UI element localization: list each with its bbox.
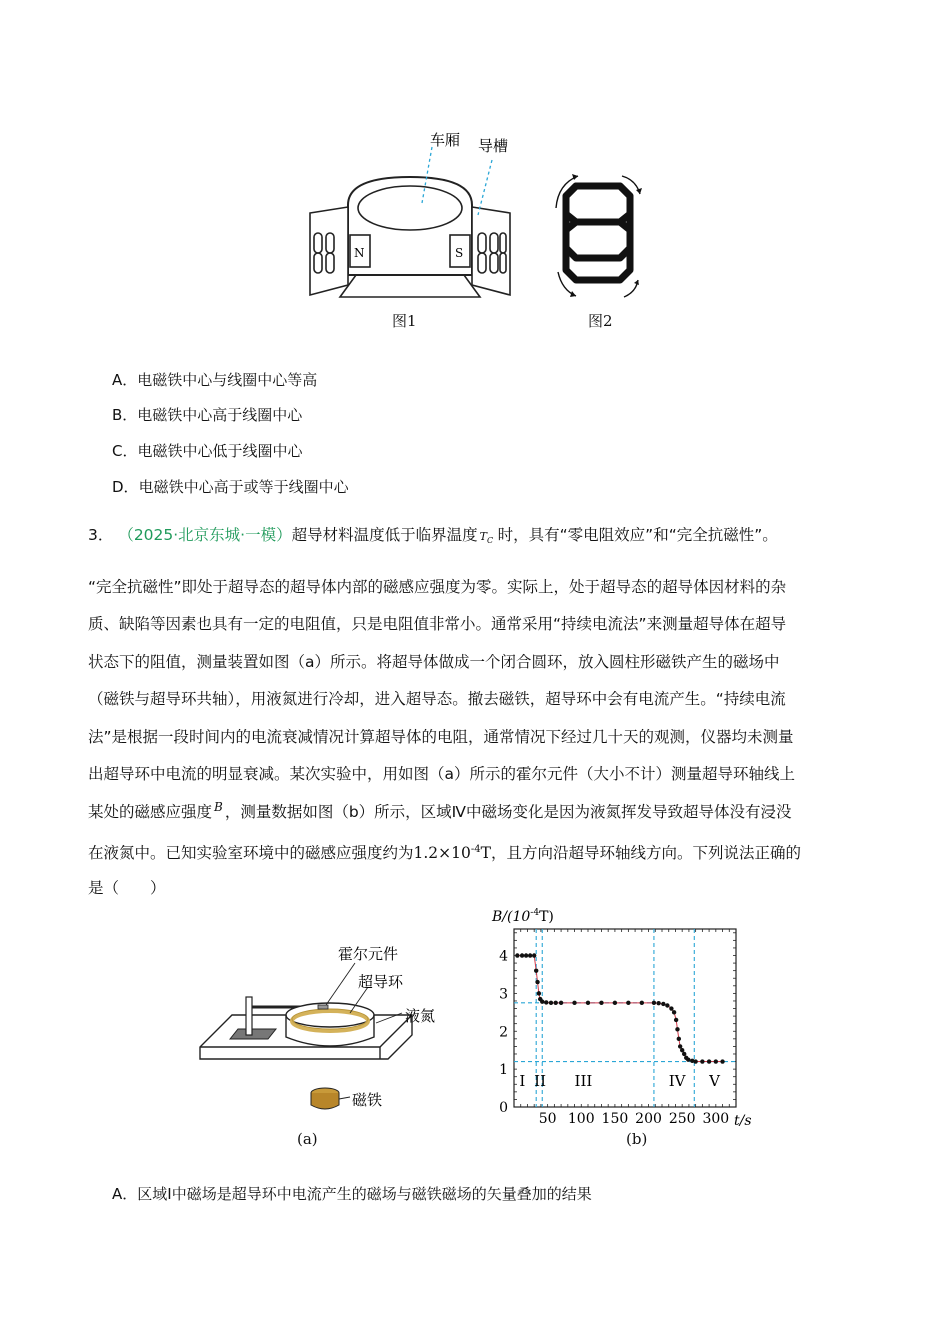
q3-line-9: 是（ ） [88,879,166,897]
option-q2-d[interactable]: D．电磁铁中心高于或等于线圈中心 [112,478,349,496]
data-point [680,1048,684,1052]
region-label: V [709,1072,720,1091]
q3-line-8: 在液氮中。已知实验室环境中的磁感应强度约为$1.2\times 10^{-4}T$，且方向沿超导环轴线方向。下列说法正确的 [88,844,801,863]
data-point [528,953,532,957]
y-tick-label: 2 [499,1024,508,1041]
data-point [672,1010,676,1014]
fig-a-caption: (a) [297,1130,318,1148]
data-point [520,953,524,957]
region-label: III [574,1072,593,1091]
q3-first-line: 3． （2025·北京东城·一模）超导材料温度低于临界温度 $T_C$ 时，具有“零电阻效应”和“完全抗磁性”。 [88,524,778,546]
data-point [599,1001,603,1005]
data-point [675,1027,679,1031]
data-point [652,1001,656,1005]
data-point [714,1059,718,1063]
x-tick-label: 250 [668,1111,696,1127]
data-point [532,953,536,957]
x-tick-label: 100 [567,1111,595,1127]
data-point [626,1001,630,1005]
q3-line-6: 出超导环中电流的明显衰减。某次实验中，用如图（a）所示的霍尔元件（大小不计）测量超导环轴线上 [88,765,796,783]
x-tick-label: 150 [601,1111,629,1127]
label-car: 车厢 [430,131,461,149]
data-point [665,1003,669,1007]
figure-2 [548,170,648,305]
data-point [544,1000,548,1004]
data-point [678,1044,682,1048]
q3-line-4: （磁铁与超导环共轴），用液氮进行冷却，进入超导态。撤去磁铁，超导环中会有电流产生。“持续电流 [88,690,786,708]
q3-line-2: 质、缺陷等因素也具有一定的电阻值，只是电阻值非常小。通常采用“持续电流法”来测量超导体在超导 [88,615,787,633]
q3-number: 3． [88,526,114,544]
label-ring: 超导环 [358,973,404,991]
data-point [669,1006,673,1010]
label-hall: 霍尔元件 [338,945,399,963]
q3-line-7: 某处的磁感应强度 $^B$ ，测量数据如图（b）所示，区域Ⅳ中磁场变化是因为液氮挥发导致超导体没有浸没 [88,800,792,821]
figure-a [190,935,460,1115]
data-curve [517,956,722,1062]
data-point [515,953,519,957]
field-value: $1.2\times 10^{-4}T$ [413,844,491,863]
data-point [686,1057,690,1061]
tc-symbol: $T_C$ [479,530,494,546]
data-point [572,1001,576,1005]
region-label: IV [668,1072,686,1091]
label-ln2: 液氮 [405,1007,436,1025]
q3-source: （2025·北京东城·一模） [118,526,292,544]
data-point [656,1001,660,1005]
data-point [682,1052,686,1056]
option-q2-b[interactable]: B．电磁铁中心高于线圈中心 [112,406,303,424]
data-point [559,1001,563,1005]
magnet-n-label: N [354,246,365,260]
data-point [540,1000,544,1004]
chart-ylabel: $B/(10^{-4}T)$ [492,908,554,925]
x-tick-label: 300 [702,1111,730,1127]
option-q2-c[interactable]: C．电磁铁中心低于线圈中心 [112,442,303,460]
region-label: I [519,1072,526,1091]
data-point [524,953,528,957]
y-tick-label: 3 [499,986,508,1003]
label-magnet: 磁铁 [352,1091,383,1109]
data-point [674,1018,678,1022]
data-point [586,1001,590,1005]
figure-1 [300,125,520,305]
data-point [661,1002,665,1006]
figure-b-chart [478,905,768,1130]
y-tick-label: 4 [499,948,508,965]
data-point [677,1037,681,1041]
x-tick-label: 50 [538,1111,557,1127]
chart-xlabel: t/s [734,1113,752,1129]
region-label: II [534,1072,547,1091]
b-symbol: B [214,800,223,814]
label-groove: 导槽 [478,137,509,155]
option-q2-a[interactable]: A．电磁铁中心与线圈中心等高 [112,371,318,389]
q3-line-3: 状态下的阻值，测量装置如图（a）所示。将超导体做成一个闭合圆环，放入圆柱形磁铁产生的磁场中 [88,653,780,671]
q3-line-5: 法”是根据一段时间内的电流衰减情况计算超导体的电阻，通常情况下经过几十天的观测，仪器均未测量 [88,728,794,746]
option-q3-a[interactable]: A．区域Ⅰ中磁场是超导环中电流产生的磁场与磁铁磁场的矢量叠加的结果 [112,1185,592,1203]
y-tick-label: 0 [499,1100,508,1116]
y-tick-label: 1 [499,1062,508,1079]
data-point [554,1001,558,1005]
data-point [693,1059,697,1063]
q3-line-1: “完全抗磁性”即处于超导态的超导体内部的磁感应强度为零。实际上，处于超导态的超导体因材料的杂 [88,578,787,596]
data-point [640,1001,644,1005]
data-point [537,991,541,995]
data-point [535,980,539,984]
data-point [549,1001,553,1005]
data-point [720,1059,724,1063]
data-point [534,968,538,972]
data-point [707,1059,711,1063]
magnet-s-label: S [455,246,464,260]
fig2-caption: 图2 [588,312,613,330]
fig-b-caption: (b) [626,1130,648,1148]
fig1-caption: 图1 [392,312,417,330]
data-point [613,1001,617,1005]
x-tick-label: 200 [635,1111,662,1127]
chart-frame [514,929,736,1107]
data-point [700,1059,704,1063]
